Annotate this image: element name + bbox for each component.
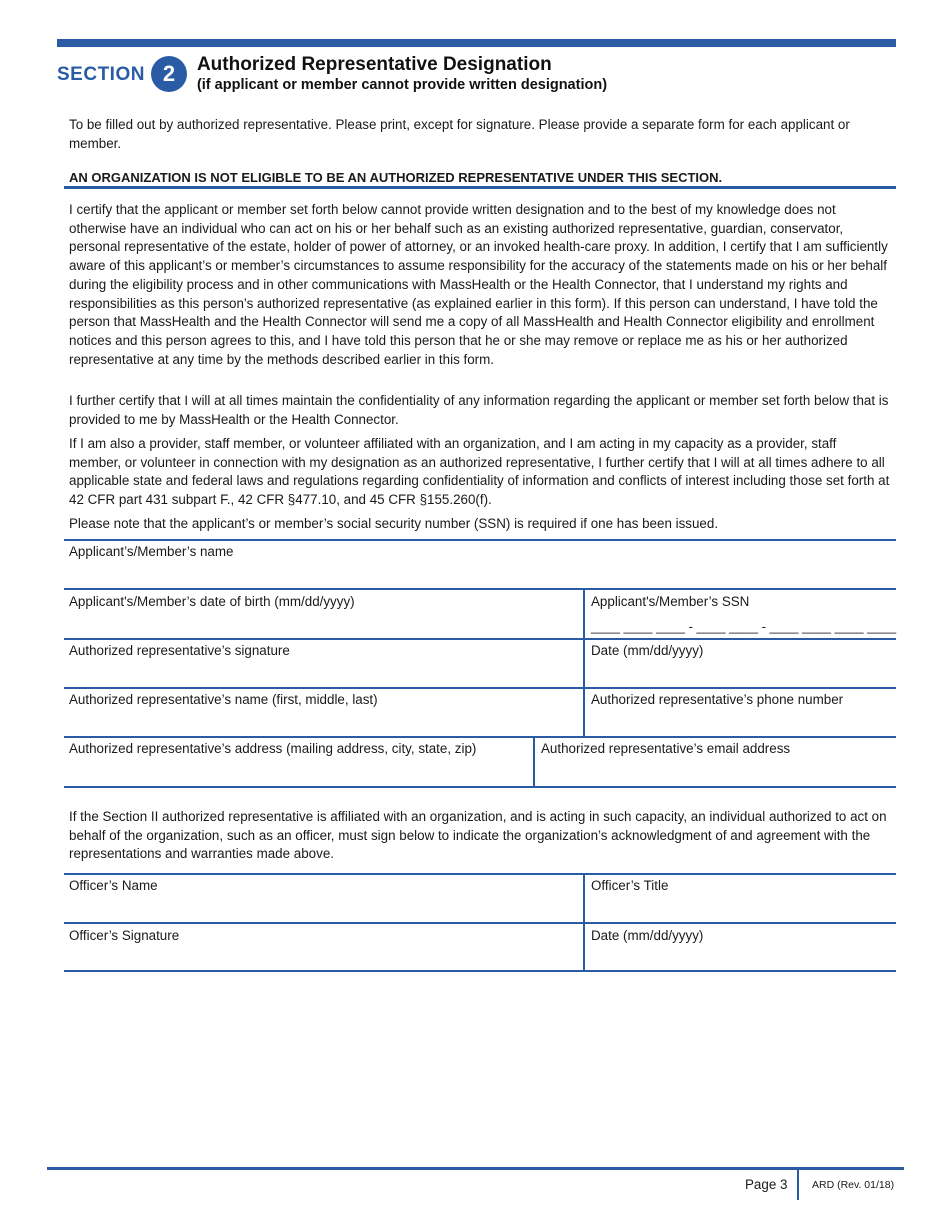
rep-address-field[interactable]: Authorized representative’s address (mailing address, city, state, zip)	[69, 741, 477, 756]
rep-email-field[interactable]: Authorized representative’s email address	[541, 741, 791, 756]
rep-signature-date-field[interactable]: Date (mm/dd/yyyy)	[591, 643, 704, 658]
provider-paragraph: If I am also a provider, staff member, or volunteer affiliated with an organization, and I am acting in my capacity as a provider, staff member, or volunteer in connection with my designation as an authorized representative, I further certify that I will at all times adhere to all applicable state and federal laws and regulations regarding confidentiality of information and conflicts of interest including those set forth at 42 CFR part 431 subpart F., 42 CFR §477.10, and 45 CFR §155.260(f).	[69, 436, 890, 508]
page-title: Authorized Representative Designation	[196, 54, 552, 75]
column-divider	[533, 737, 535, 787]
form-divider	[64, 638, 896, 640]
officer-signature-field[interactable]: Officer’s Signature	[69, 928, 180, 943]
rep-signature-field[interactable]: Authorized representative’s signature	[69, 643, 290, 658]
organization-paragraph: If the Section II authorized representative is affiliated with an organization, and is acting in such capacity, an individual authorized to act on behalf of the organization, such as an officer, must sign below to indicate the organization’s acknowledgment of and agreement with the representations and warranties made above.	[69, 809, 887, 862]
warning-text: AN ORGANIZATION IS NOT ELIGIBLE TO BE AN AUTHORIZED REPRESENTATIVE UNDER THIS SECTION.	[69, 170, 723, 185]
form-revision: ARD (Rev. 01/18)	[812, 1179, 895, 1191]
ssn-note: Please note that the applicant’s or member’s social security number (SSN) is required if one has been issued.	[69, 516, 719, 531]
officer-column-divider	[583, 874, 585, 971]
officer-divider	[64, 922, 896, 924]
form-divider	[64, 539, 896, 541]
officer-title-field[interactable]: Officer’s Title	[591, 878, 669, 893]
member-ssn-field[interactable]: Applicant's/Member’s SSN	[591, 594, 750, 609]
form-divider	[64, 687, 896, 689]
rep-name-field[interactable]: Authorized representative’s name (first, middle, last)	[69, 692, 378, 707]
page-number: Page 3	[745, 1177, 788, 1192]
certification-paragraph: I certify that the applicant or member set forth below cannot provide written designation and to the best of my knowledge does not otherwise have an individual who can act on his or her behalf such as an existing authorized representative, guardian, conservator, personal representative of the estate, holder of power of attorney, or an invoked health-care proxy. In addition, I certify that I am sufficiently aware of this applicant’s or member’s circumstances to assume responsibility for the accuracy of the statements made on his or her behalf during the eligibility process and in other communications with MassHealth or the Health Connector, that I understand my rights and responsibilities as this person’s authorized representative (as explained earlier in this form). If this person can understand, I have told the person that MassHealth and the Health Connector will send me a copy of all MassHealth and Health Connector eligibility and enrollment notices and this person agrees to this, and I have told this person that he or she may remove or replace me as his or her authorized representative at any time by the methods described earlier in this form.	[69, 202, 888, 367]
section-titles	[197, 53, 607, 95]
officer-name-field[interactable]: Officer’s Name	[69, 878, 158, 893]
officer-divider	[64, 970, 896, 972]
ssn-blanks[interactable]: ____ ____ ____ - ____ ____ - ____ ____ ____ ____	[591, 619, 897, 634]
section-label: SECTION	[57, 64, 145, 85]
header-bar	[57, 39, 896, 47]
member-name-field[interactable]: Applicant’s/Member’s name	[69, 544, 234, 559]
form-divider	[64, 588, 896, 590]
column-divider	[583, 589, 585, 737]
confidentiality-paragraph: I further certify that I will at all times maintain the confidentiality of any information regarding the applicant or member set forth below that is provided to me by MassHealth or the Health Connector.	[69, 393, 889, 427]
section-header	[57, 53, 607, 95]
footer-bar	[47, 1167, 904, 1170]
form-divider	[64, 786, 896, 788]
form-divider	[64, 736, 896, 738]
officer-divider	[64, 873, 896, 875]
section-number-badge: 2	[151, 56, 187, 92]
member-dob-field[interactable]: Applicant's/Member’s date of birth (mm/dd/yyyy)	[69, 594, 355, 609]
rep-phone-field[interactable]: Authorized representative’s phone number	[591, 692, 844, 707]
officer-date-field[interactable]: Date (mm/dd/yyyy)	[591, 928, 704, 943]
warning-divider	[64, 186, 896, 189]
page-subtitle: (if applicant or member cannot provide written designation)	[196, 77, 608, 93]
footer-divider	[797, 1170, 799, 1200]
intro-text: To be filled out by authorized representative. Please print, except for signature. Please provide a separate form for each applicant or member.	[69, 117, 850, 151]
